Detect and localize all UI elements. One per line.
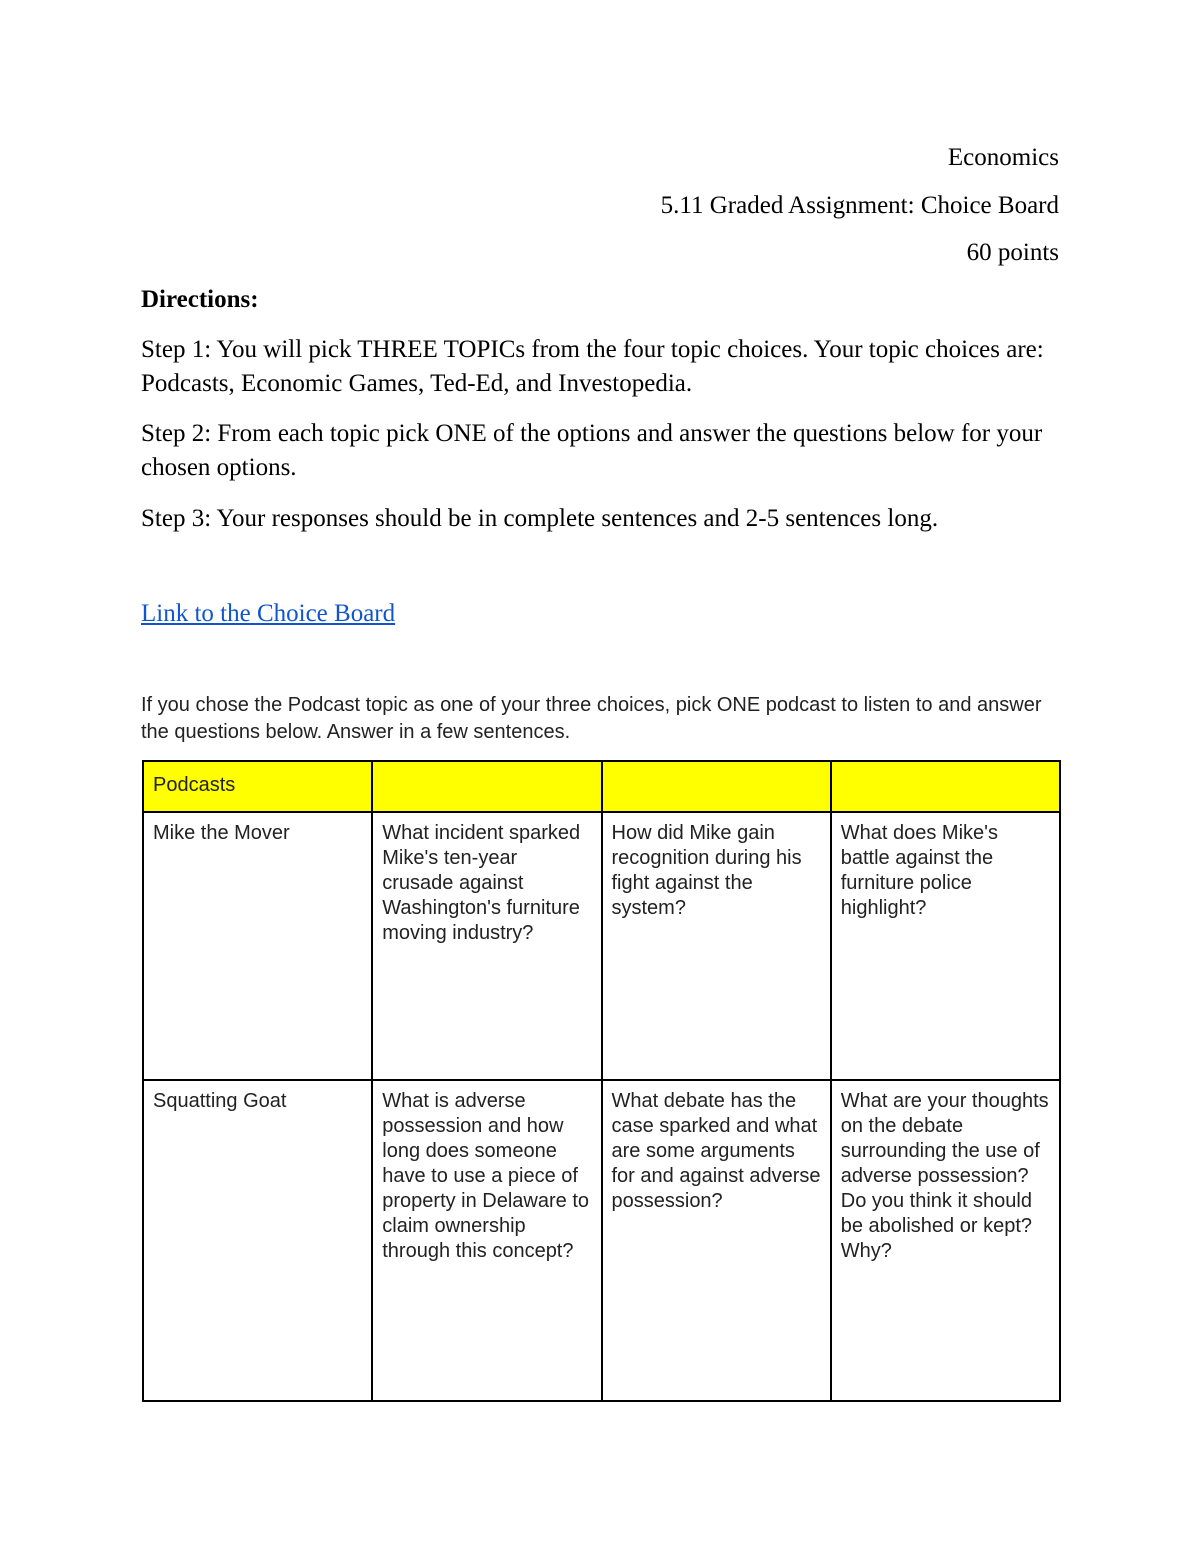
header-cell-empty (831, 761, 1060, 812)
question-cell: What does Mike's battle against the furniture police highlight? (831, 812, 1060, 1080)
step-1-text: Step 1: You will pick THREE TOPICs from the four topic choices. Your topic choices are: Podcasts, Economic Games, Ted-Ed, and Investopedia. (141, 336, 1044, 397)
podcast-choice-table (142, 760, 1061, 1402)
question-cell: What are your thoughts on the debate surrounding the use of adverse possession? Do you think it should be abolished or kept? Why? (831, 1080, 1060, 1401)
header-cell-empty (372, 761, 601, 812)
podcast-instructions: If you chose the Podcast topic as one of your three choices, pick ONE podcast to listen to and answer the questions below. Answer in a few sentences. (141, 694, 1042, 743)
question-cell: What incident sparked Mike's ten-year crusade against Washington's furniture moving industry? (372, 812, 601, 1080)
table-row (143, 1080, 1060, 1401)
header-cell-empty (602, 761, 831, 812)
directions-heading: Directions: (141, 286, 259, 313)
assignment-title: 5.11 Graded Assignment: Choice Board (660, 192, 1059, 219)
step-3-text: Step 3: Your responses should be in complete sentences and 2-5 sentences long. (141, 505, 939, 532)
table-header-row (143, 761, 1060, 812)
choice-board-link[interactable]: Link to the Choice Board (141, 600, 396, 627)
question-cell: What debate has the case sparked and what are some arguments for and against adverse possession? (602, 1080, 831, 1401)
question-cell: How did Mike gain recognition during his fight against the system? (602, 812, 831, 1080)
podcast-name-cell: Mike the Mover (143, 812, 372, 1080)
table-row (143, 812, 1060, 1080)
question-cell: What is adverse possession and how long does someone have to use a piece of property in Delaware to claim ownership through this concept? (372, 1080, 601, 1401)
points-label: 60 points (966, 239, 1059, 266)
step-2-text: Step 2: From each topic pick ONE of the options and answer the questions below for your chosen options. (141, 420, 1043, 481)
podcast-name-cell: Squatting Goat (143, 1080, 372, 1401)
header-cell-podcasts: Podcasts (143, 761, 372, 812)
course-title: Economics (947, 144, 1059, 171)
